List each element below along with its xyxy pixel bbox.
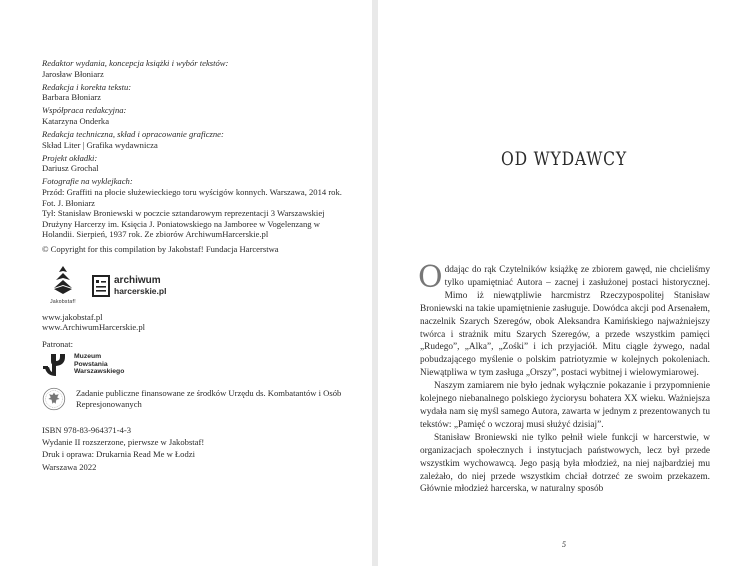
jakobstaf-caption: Jakobstaf!	[50, 299, 76, 306]
patronage-label: Patronat:	[42, 338, 74, 349]
paragraph-3: Stanisław Broniewski nie tylko pełnił wiele funkcji w harcerstwie, w organizacjach społecznych i instytucjach państwowych, lecz był przede wszystkim wychowawcą. Jego pasją była młodzież, na niej najbardziej mu zależało, do niej przede wszystkim chciał dotrzeć ze swoim przekazem. Głównie młodzież harcerska, w naturalny sposób	[420, 432, 710, 495]
publisher-logos	[44, 265, 342, 308]
section-heading: OD WYDAWCY	[500, 148, 628, 170]
photos-back: Tył: Stanisław Broniewski w poczcie sztandarowym reprezentacji 3 Warszawskiej Drużyny Harcerzy im. Księcia J. Poniatowskiego na Jamboree w Vogelenzang w Holandii. Sierpień, 1937 rok. Ze zbiorów ArchiwumHarcerskie.pl	[42, 208, 325, 240]
credit-label: Redakcja i korekta tekstu:	[42, 81, 132, 92]
credit-label: Redakcja techniczna, skład i opracowanie graficzne:	[42, 129, 224, 140]
museum-line1: Muzeum	[74, 353, 102, 361]
state-eagle-emblem-icon	[42, 384, 66, 414]
link-archiwum[interactable]: www.ArchiwumHarcerskie.pl	[42, 322, 146, 333]
paragraph-2: Naszym zamiarem nie było jednak wyłącznie pokazanie i przypomnienie kolejnego niebanalnego polskiego życiorysu bohatera XX wieku. Ważniejsza wydała nam się myśl samego Autora, zawarta w jednym z prezentowanych tu tekstów: „Pamięć o wczoraj musi służyć dzisiaj”.	[420, 381, 710, 430]
link-jakobstaf[interactable]: www.jakobstaf.pl	[42, 311, 103, 322]
credit-proofreading	[42, 82, 342, 103]
right-page	[378, 0, 750, 566]
body-text	[418, 260, 710, 496]
credit-label: Redaktor wydania, koncepcja książki i wybór tekstów:	[42, 58, 229, 68]
funding-text: Zadanie publiczne finansowane ze środków Urzędu ds. Kombatantów i Osób Represjonowanych	[75, 387, 342, 409]
credit-editor	[42, 58, 342, 79]
printer: Druk i oprawa: Drukarnia Read Me w Łodzi	[42, 449, 195, 460]
archiwum-line1: archiwum	[114, 275, 161, 287]
credit-cooperation	[42, 105, 342, 126]
credit-value: Katarzyna Onderka	[42, 115, 110, 126]
jakobstaf-emblem-icon	[50, 265, 76, 295]
place-year: Warszawa 2022	[42, 461, 97, 472]
credit-value: Dariusz Grochal	[42, 163, 99, 174]
credit-label: Projekt okładki:	[42, 152, 98, 163]
publication-info	[42, 424, 342, 474]
archiwum-line2: harcerskie.pl	[114, 286, 167, 297]
museum-line2: Powstania	[74, 360, 108, 368]
credit-label: Fotografie na wyklejkach:	[42, 176, 133, 187]
museum-logo	[42, 352, 342, 378]
credit-value: Jarosław Błoniarz	[42, 68, 104, 79]
credit-photos	[42, 176, 342, 240]
isbn: ISBN 978-83-964371-4-3	[42, 424, 132, 435]
credit-value: Barbara Błoniarz	[42, 92, 101, 103]
paragraph-1-text: ddając do rąk Czytelników książkę ze zbiorem gawęd, nie chcieliśmy tylko upamiętniać Autora – zacnej i zasłużonej postaci historycznej. Mimo iż niewątpliwie harcmistrz Rzeczypospolitej Stanisław Broniewski na takie upamiętnienie zasługuje. Dowódca akcji pod Arsenałem, naczelnik Szarych Szeregów, obok Aleksandra Kamińskiego najważniejszy twórca i strażnik mitu Szarych Szeregów, a przede wszystkim pamięci „Rudego”, „Alka”, „Zośki” i ich przyjaciół. Mitu ciągle żywego, nadal pobudzającego myślenie o polskim patriotyzmie w kolejnych pokoleniach. Niewątpliwa w tym zasługa „Orszy”, postaci wybitnej i wielowymiarowej.	[420, 265, 710, 379]
credit-typesetting	[42, 129, 342, 150]
museum-line3: Warszawskiego	[74, 368, 125, 376]
document-icon	[92, 275, 110, 297]
paragraph-1	[418, 260, 710, 380]
photos-front: Przód: Graffiti na płocie służewieckiego toru wyścigów konnych. Warszawa, 2014 rok. Fot. J. Błoniarz	[42, 187, 342, 208]
polska-walczaca-anchor-icon	[42, 352, 70, 378]
copyright-notice: © Copyright for this compilation by Jakobstaf! Fundacja Harcerstwa	[42, 244, 279, 254]
website-links	[42, 312, 342, 333]
jakobstaf-logo	[44, 265, 82, 308]
left-page	[0, 0, 372, 566]
drop-cap: O	[418, 260, 443, 295]
credit-label: Współpraca redakcyjna:	[42, 105, 127, 116]
editorial-credits	[42, 58, 342, 473]
archiwum-harcerskie-logo	[92, 275, 166, 297]
edition: Wydanie II rozszerzone, pierwsze w Jakobstaf!	[42, 436, 205, 447]
page-number: 5	[562, 540, 566, 549]
credit-value: Skład Liter | Grafika wydawnicza	[42, 139, 158, 150]
government-funding	[42, 384, 342, 414]
credit-cover	[42, 153, 342, 174]
